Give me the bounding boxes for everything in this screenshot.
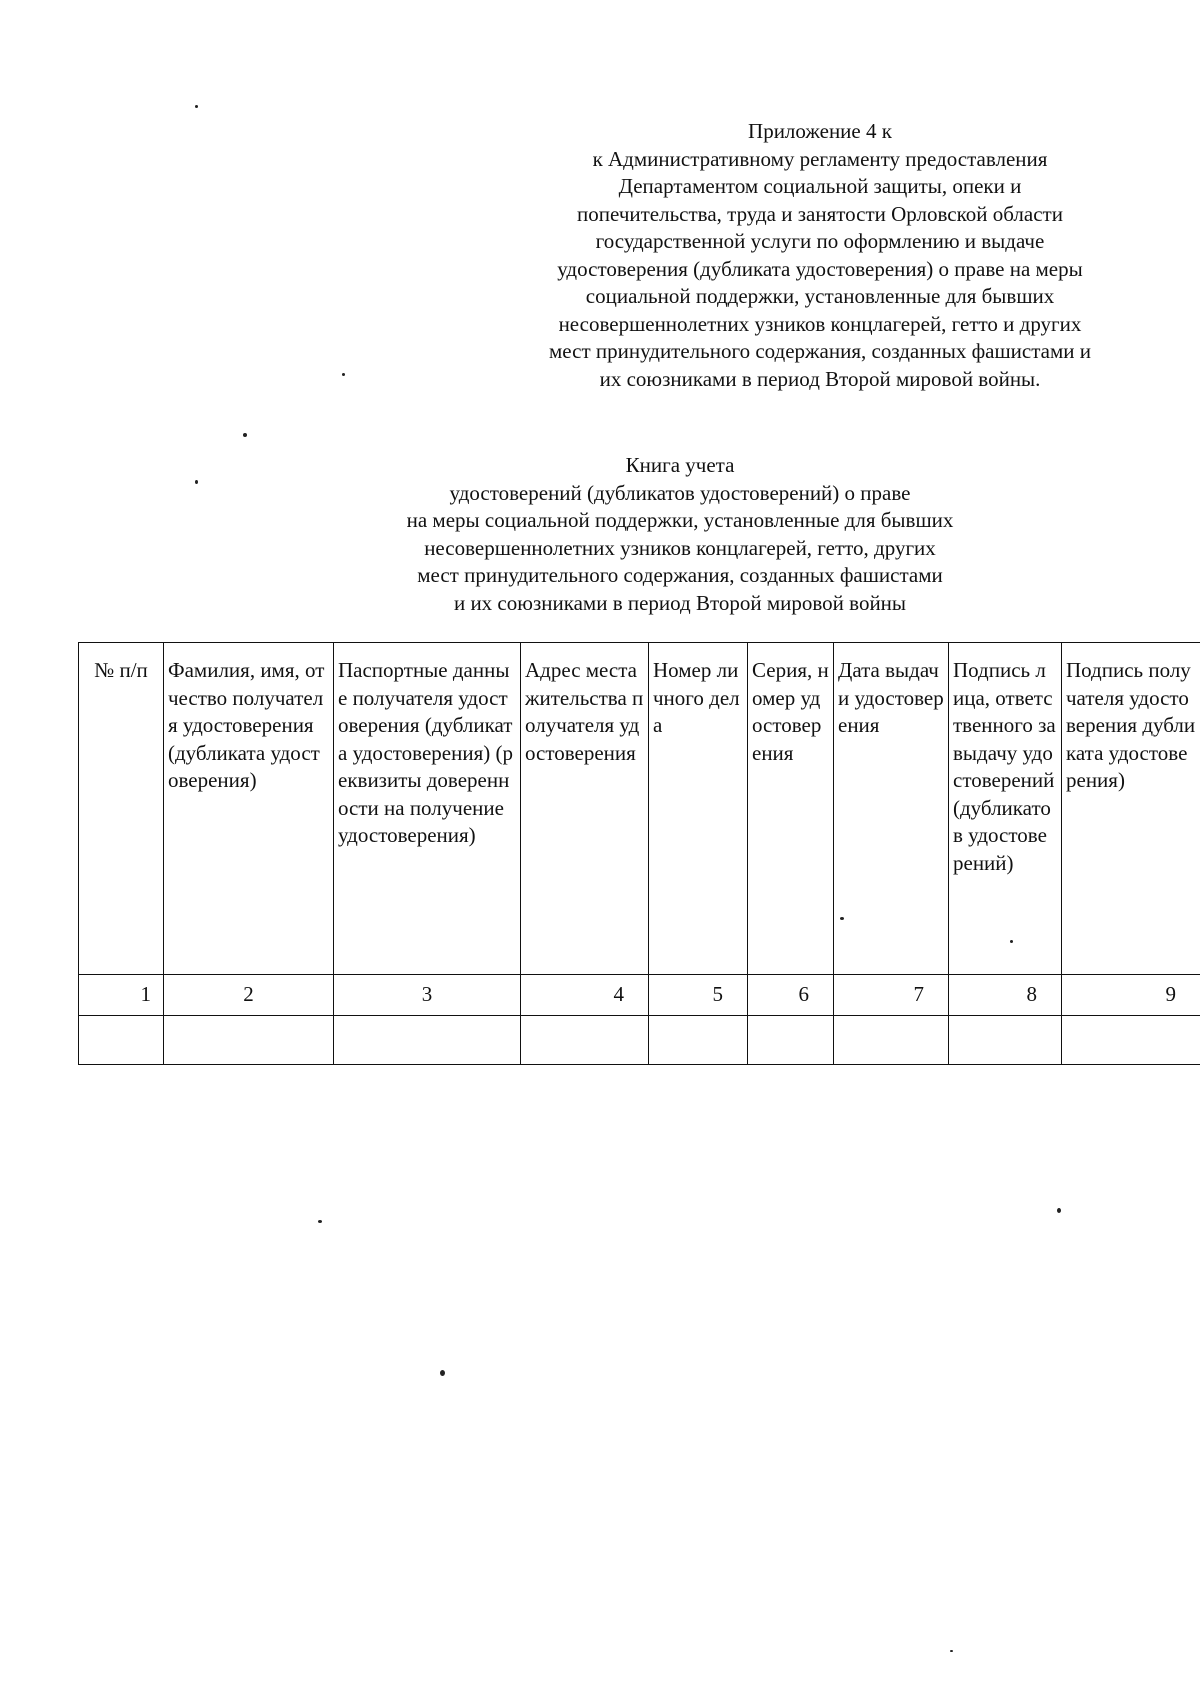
empty-cell [649,1016,748,1065]
column-number: 2 [164,975,334,1016]
empty-cell [521,1016,649,1065]
header-address: Адрес места жительства получателя удостоверения [521,643,649,975]
empty-table-row [79,1016,1200,1065]
empty-cell [1062,1016,1200,1065]
book-title-block [300,452,1060,617]
appendix-line: Департаментом социальной защиты, опеки и [618,174,1022,198]
header-full-name: Фамилия, имя, отчество получателя удостоверения (дубликата удостоверения) [164,643,334,975]
scan-speck [840,917,844,920]
header-passport-data: Паспортные данные получателя удостоверения (дубликата удостоверения) (реквизиты доверенности на получение удостоверения) [334,643,521,975]
header-responsible-signature: Подпись лица, ответственного за выдачу удостоверений (дубликатов удостоверений) [949,643,1062,975]
book-subtitle-line: на меры социальной поддержки, установленные для бывших [406,508,954,532]
empty-cell [164,1016,334,1065]
scan-speck [243,433,247,437]
column-number: 8 [949,975,1062,1016]
column-number: 9 [1062,975,1200,1016]
scan-speck [1057,1208,1061,1213]
appendix-line: социальной поддержки, установленные для бывших [585,284,1055,308]
table-header-row [79,643,1200,975]
column-number: 4 [521,975,649,1016]
header-recipient-signature: Подпись получателя удостоверения дубликата удостоверения) [1062,643,1200,975]
header-certificate-series-number: Серия, номер удостоверения [748,643,834,975]
empty-cell [949,1016,1062,1065]
scan-speck [195,480,198,484]
header-issue-date: Дата выдачи удостоверения [834,643,949,975]
column-number: 3 [334,975,521,1016]
appendix-line: несовершеннолетних узников концлагерей, гетто и других [558,311,1082,336]
column-number: 6 [748,975,834,1016]
scan-speck [195,105,198,108]
appendix-line: их союзниками в период Второй мировой войны. [599,366,1041,391]
appendix-line: государственной услуги по оформлению и выдаче [595,229,1045,253]
book-subtitle-line: несовершеннолетних узников концлагерей, гетто, других [424,535,936,560]
appendix-line: Приложение 4 к [748,119,892,143]
scan-speck [440,1370,445,1376]
book-title: Книга учета [625,453,735,477]
scan-speck [1010,940,1013,943]
scan-speck [342,373,345,376]
header-case-number: Номер личного дела [649,643,748,975]
column-number: 5 [649,975,748,1016]
book-subtitle-line: удостоверений (дубликатов удостоверений) о праве [449,480,911,505]
empty-cell [334,1016,521,1065]
appendix-line: попечительства, труда и занятости Орловской области [577,201,1063,226]
book-subtitle-line: и их союзниками в период Второй мировой войны [453,590,907,615]
scan-speck [950,1650,953,1652]
registry-table [78,642,1200,1065]
column-number: 7 [834,975,949,1016]
header-row-number: № п/п [79,643,164,975]
book-subtitle-line: мест принудительного содержания, созданных фашистами [417,563,943,587]
column-number-row [79,975,1200,1016]
empty-cell [79,1016,164,1065]
column-number: 1 [79,975,164,1016]
empty-cell [748,1016,834,1065]
appendix-line: к Административному регламенту предоставления [592,146,1048,171]
scan-speck [318,1220,322,1223]
appendix-header [505,118,1135,393]
appendix-line: удостоверения (дубликата удостоверения) о праве на меры [557,256,1083,281]
empty-cell [834,1016,949,1065]
appendix-line: мест принудительного содержания, созданных фашистами и [548,339,1092,363]
